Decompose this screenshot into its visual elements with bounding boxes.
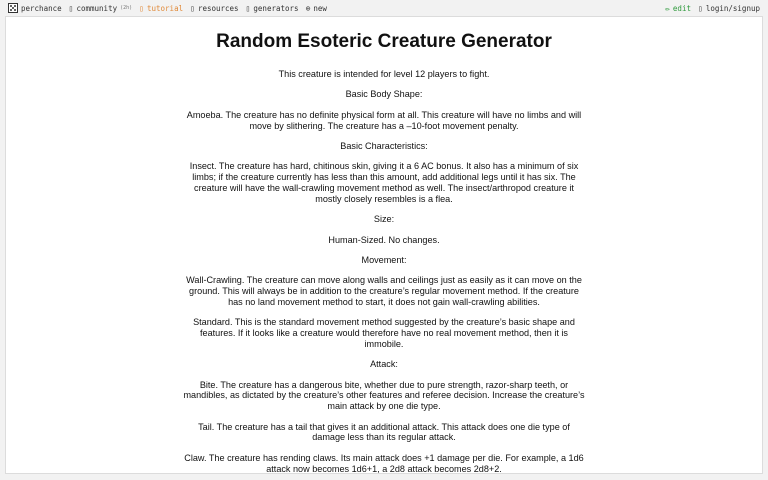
nav-generators[interactable] <box>246 4 299 13</box>
section-heading-attack: Attack: <box>370 359 398 370</box>
size-text: Human-Sized. No changes. <box>328 234 440 245</box>
nav-perchance[interactable] <box>8 3 62 13</box>
generator-output-panel <box>5 16 763 474</box>
nav-perchance-label: perchance <box>21 3 62 13</box>
nav-tutorial-label: tutorial <box>146 3 184 13</box>
attack-text-claw: Claw. The creature has rending claws. Its main attack does +1 damage per die. For example, a 1d6 attack now becomes 1d6+1, a 2d8 attack becomes 2d8+2. <box>184 452 584 474</box>
user-icon: ▯ <box>697 3 703 13</box>
book-icon: ▯ <box>139 3 144 13</box>
pencil-icon: ✏ <box>665 3 670 13</box>
section-heading-body-shape: Basic Body Shape: <box>345 89 423 100</box>
nav-edit[interactable] <box>665 4 691 13</box>
grid-icon: ▯ <box>245 3 251 13</box>
box-icon: ▯ <box>190 3 195 13</box>
body-shape-text: Amoeba. The creature has no definite physical form at all. This creature will have no limbs and will move by slithering. The creature has a –10-foot movement penalty. <box>186 109 582 131</box>
generator-content <box>183 31 585 474</box>
intro-text: This creature is intended for level 12 players to fight. <box>278 69 490 79</box>
nav-community[interactable] <box>69 4 133 13</box>
movement-text-wall-crawling: Wall-Crawling. The creature can move along walls and ceilings just as easily as it can move on the ground. This will always be in addition to the creature’s regular movement method. If the creature has no land movement method to start, it does not gain wall-crawling abilities. <box>186 275 582 307</box>
attack-text-tail: Tail. The creature has a tail that gives it an additional attack. This attack does one die type of damage less than its regular attack. <box>198 421 570 443</box>
nav-resources[interactable] <box>190 4 238 13</box>
page-title: Random Esoteric Creature Generator <box>216 31 552 52</box>
characteristics-text: Insect. The creature has hard, chitinous skin, giving it a 6 AC bonus. It also has a minimum of six limbs; if the creature currently has less than this amount, add additional legs until it has six. The creature will have the wall-crawling movement method as well. The insect/arthropod creature it mostly closely resembles is a flea. <box>189 161 579 204</box>
plus-circle-icon: ⊕ <box>305 3 311 13</box>
section-heading-characteristics: Basic Characteristics: <box>340 140 428 151</box>
nav-community-label: community <box>76 3 118 13</box>
attack-text-bite: Bite. The creature has a dangerous bite, whether due to pure strength, razor-sharp teeth, or mandibles, as dictated by the creature’s other features and referee decision. Increase the creature’s main attack by one die type. <box>183 379 585 412</box>
section-heading-size: Size: <box>373 214 395 225</box>
nav-new[interactable] <box>306 4 327 13</box>
nav-login[interactable] <box>698 4 760 13</box>
nav-left <box>8 3 327 13</box>
dice-icon <box>8 3 18 13</box>
nav-edit-label: edit <box>672 3 691 13</box>
nav-resources-label: resources <box>197 3 239 13</box>
nav-generators-label: generators <box>253 3 299 13</box>
section-heading-movement: Movement: <box>361 254 407 265</box>
nav-right <box>665 4 760 13</box>
nav-new-label: new <box>313 3 327 13</box>
community-activity-badge: (2h) <box>120 5 133 11</box>
chat-icon: ▯ <box>68 3 74 13</box>
nav-login-label: login/signup <box>705 3 760 13</box>
top-nav-bar <box>0 0 768 16</box>
movement-text-standard: Standard. This is the standard movement method suggested by the creature’s basic shape and features. If it looks like a creature would therefore have no real movement method, then it is immobile. <box>193 317 575 349</box>
nav-tutorial[interactable] <box>139 4 183 13</box>
